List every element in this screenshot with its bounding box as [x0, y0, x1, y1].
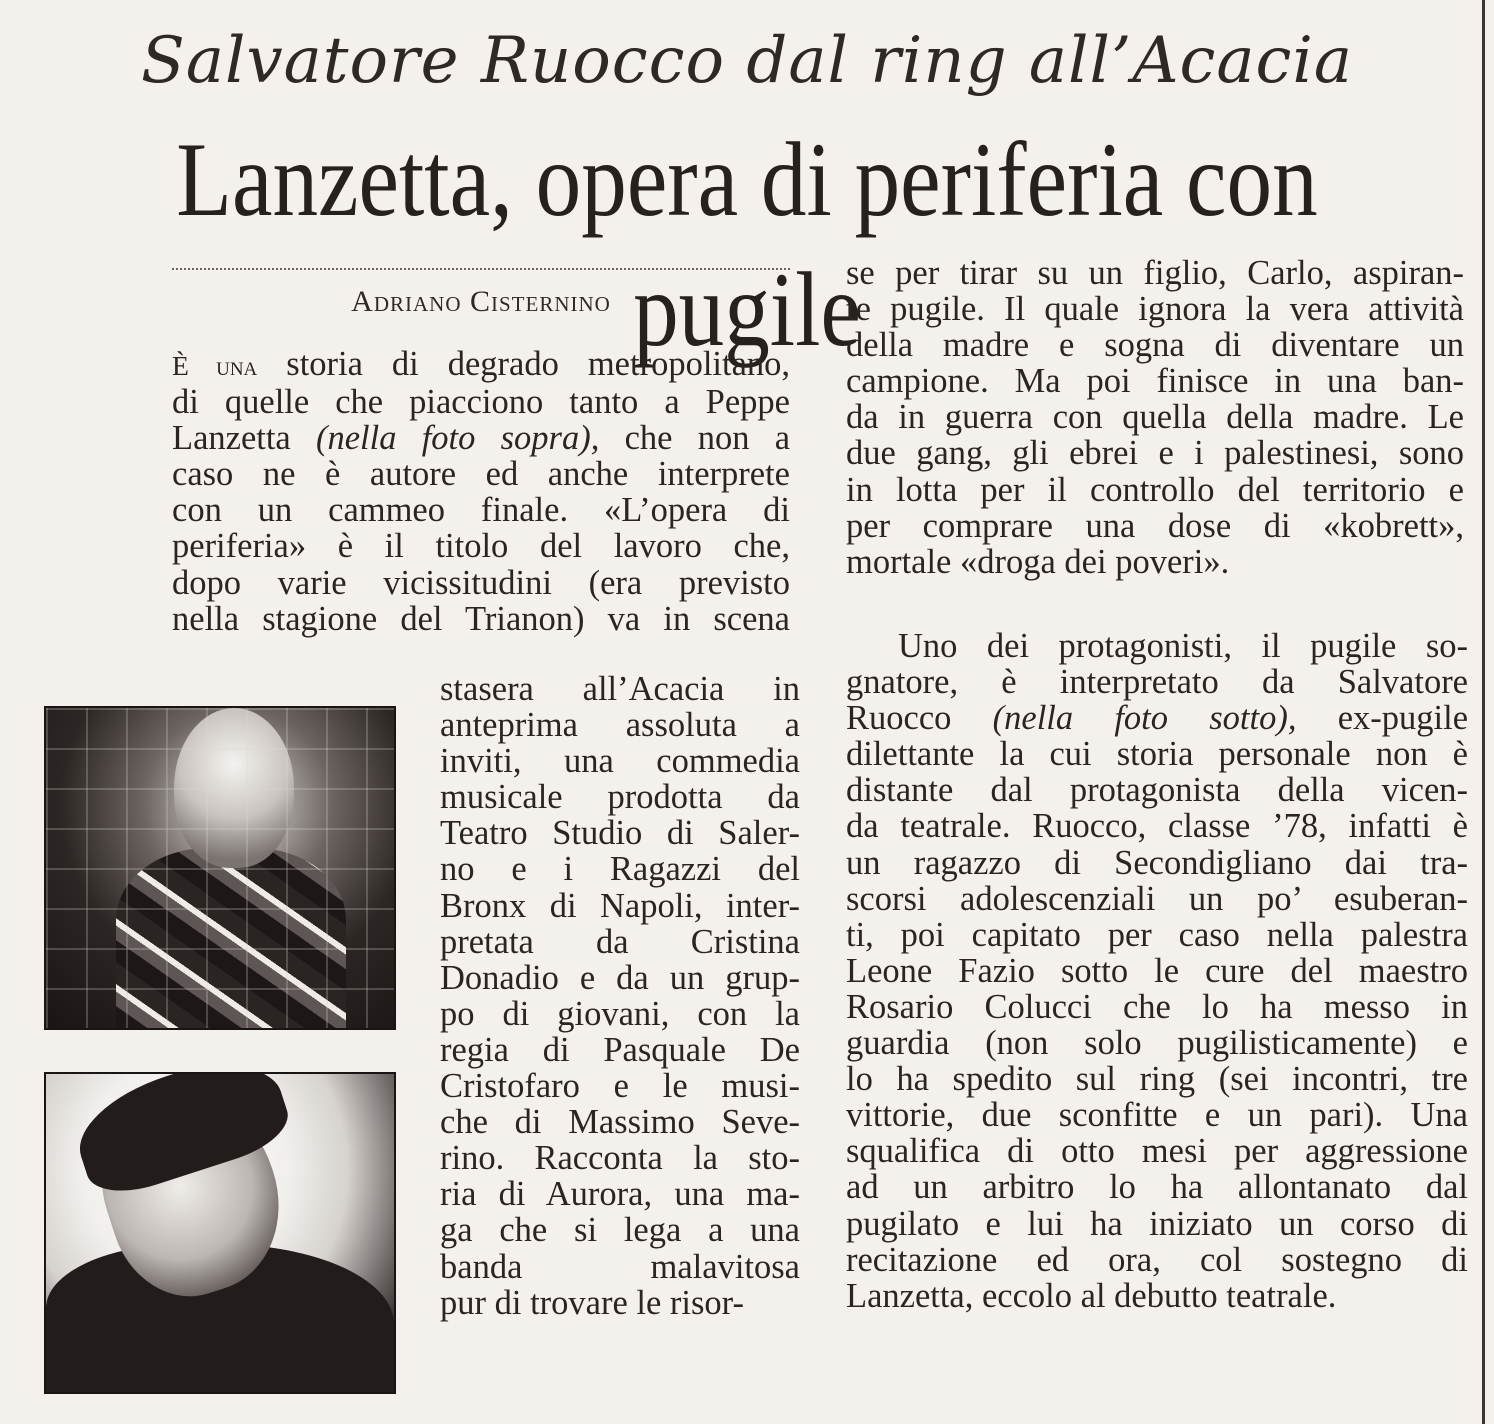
column-2-para-1: [846, 255, 1464, 580]
text-fragment: Lanzetta: [172, 419, 291, 458]
text-line: un ragazzo di Secondigliano dai tra-: [846, 843, 1468, 882]
text-line: Bronx di Napoli, inter-: [440, 886, 800, 925]
byline-divider: [172, 268, 790, 270]
text-line: Teatro Studio di Saler-: [440, 814, 800, 853]
text-line: lo ha spedito sul ring (sei incontri, tre: [846, 1060, 1468, 1099]
text-line: dopo varie vicissitudini (era previsto: [172, 563, 790, 602]
text-line: recitazione ed ora, col sostegno di: [846, 1240, 1468, 1279]
column-1-narrow: [440, 671, 800, 1321]
photo-caption-ref: (nella foto sotto),: [992, 699, 1297, 738]
text-line: pretata da Cristina: [440, 922, 800, 961]
text-line: po di giovani, con la: [440, 994, 800, 1033]
text-line: Uno dei protagonisti, il pugile so-: [898, 627, 1468, 665]
text-line: stasera all’Acacia in: [440, 670, 800, 708]
text-line: anteprima assoluta a: [440, 706, 800, 745]
text-line: [172, 420, 790, 456]
text-line: scorsi adolescenziali un po’ esuberan-: [846, 879, 1468, 918]
text-line: periferia» è il titolo del lavoro che,: [172, 527, 790, 566]
article-headline: Lanzetta, opera di periferia con pugile: [176, 121, 1318, 368]
text-line: inviti, una commedia: [440, 742, 800, 781]
text-line: pur di trovare le risor-: [440, 1283, 744, 1322]
text-line: squalifica di otto mesi per aggressione: [846, 1132, 1468, 1171]
text-line: musicale prodotta da: [440, 778, 800, 817]
text-line: ti, poi capitato per caso nella palestra: [846, 915, 1468, 954]
text-line: ga che si lega a una: [440, 1211, 800, 1250]
text-line: da teatrale. Ruocco, classe ’78, infatti è: [846, 807, 1468, 846]
text-fragment: ex-pugile: [1337, 699, 1469, 738]
text-line: Lanzetta, eccolo al debutto teatrale.: [846, 1276, 1337, 1315]
text-line: della madre e sogna di diventare un: [846, 326, 1464, 365]
text-line: gnatore, è interpretato da Salvatore: [846, 663, 1468, 702]
text-line: banda malavitosa: [440, 1247, 800, 1286]
text-line: campione. Ma poi finisce in una ban-: [846, 362, 1464, 401]
text-line: nella stagione del Trianon) va in scena: [172, 599, 790, 638]
text-line: caso ne è autore ed anche interprete: [172, 455, 790, 494]
text-fragment: Ruocco: [846, 699, 952, 738]
text-line: Rosario Colucci che lo ha messo in: [846, 987, 1468, 1026]
photo-salvatore-ruocco: [44, 1072, 396, 1394]
text-line: te pugile. Il quale ignora la vera attività: [846, 290, 1464, 329]
text-line: Donadio e da un grup-: [440, 958, 800, 997]
text-line: Leone Fazio sotto le cure del maestro: [846, 951, 1468, 990]
column-1-intro: [172, 346, 790, 637]
drop-words: È una: [172, 350, 258, 381]
text-line: vittorie, due sconfitte e un pari). Una: [846, 1096, 1468, 1135]
text-line: in lotta per il controllo del territorio e: [846, 470, 1464, 509]
text-fragment: storia di degrado metropolitano,: [286, 345, 791, 383]
column-2-para-2: [846, 628, 1468, 1314]
text-line: [846, 700, 1468, 736]
text-line: pugilato e lui ha iniziato un corso di: [846, 1204, 1468, 1243]
text-line: ria di Aurora, una ma-: [440, 1175, 800, 1214]
article-kicker: Salvatore Ruocco dal ring all’Acacia: [141, 24, 1353, 98]
text-line: di quelle che piacciono tanto a Peppe: [172, 383, 790, 422]
text-line: [172, 346, 790, 384]
text-line: per comprare una dose di «kobrett»,: [846, 506, 1464, 545]
text-line: che di Massimo Seve-: [440, 1103, 800, 1142]
text-fragment: che non a: [624, 419, 791, 458]
text-line: Cristofaro e le musi-: [440, 1067, 800, 1106]
text-line: guardia (non solo pugilisticamente) e: [846, 1024, 1468, 1063]
text-line: ad un arbitro lo ha allontanato dal: [846, 1168, 1468, 1207]
text-line: regia di Pasquale De: [440, 1030, 800, 1069]
text-line: da in guerra con quella della madre. Le: [846, 398, 1464, 437]
text-line: con un cammeo finale. «L’opera di: [172, 491, 790, 530]
photo-background-grid: [46, 708, 394, 1028]
text-line: no e i Ragazzi del: [440, 850, 800, 889]
photo-caption-ref: (nella foto sopra),: [316, 419, 600, 458]
text-line: se per tirar su un figlio, Carlo, aspiran-: [846, 254, 1464, 292]
text-line: rino. Racconta la sto-: [440, 1139, 800, 1178]
photo-peppe-lanzetta: [44, 706, 396, 1030]
article-byline: Adriano Cisternino: [351, 285, 611, 318]
text-line: dilettante la cui storia personale non è: [846, 735, 1468, 774]
text-line: mortale «droga dei poveri».: [846, 542, 1230, 581]
text-line: due gang, gli ebrei e i palestinesi, sono: [846, 434, 1464, 473]
page-edge-rule: [1482, 0, 1485, 1424]
text-line: distante dal protagonista della vicen-: [846, 771, 1468, 810]
